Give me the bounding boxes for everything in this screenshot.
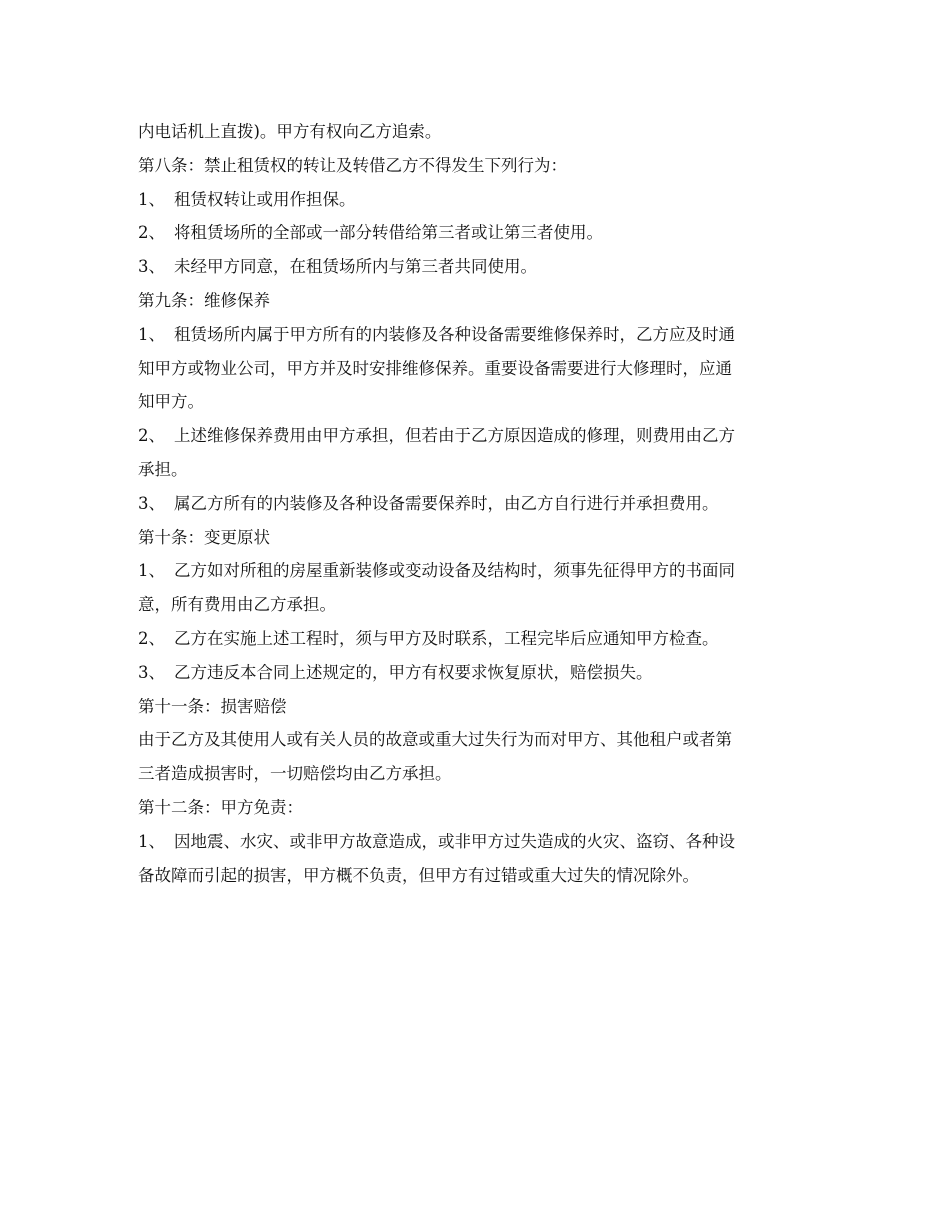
line-text: 因地震、水灾、或非甲方故意造成，或非甲方过失造成的火灾、盗窃、各种设 xyxy=(174,831,735,851)
list-item xyxy=(138,250,814,284)
item-number: 1、 xyxy=(138,831,165,851)
article-heading xyxy=(138,690,814,724)
article-heading xyxy=(138,149,814,183)
line-text: 备故障而引起的损害，甲方概不负责，但甲方有过错或重大过失的情况除外。 xyxy=(138,865,699,885)
item-number: 3、 xyxy=(138,257,165,277)
line-text: 知甲方或物业公司，甲方并及时安排维修保养。重要设备需要进行大修理时，应通 xyxy=(138,358,732,378)
text-line xyxy=(138,115,814,149)
line-text: 第九条：维修保养 xyxy=(138,290,270,310)
item-number: 2、 xyxy=(138,628,165,648)
article-heading xyxy=(138,521,814,555)
item-number: 1、 xyxy=(138,324,165,344)
article-heading xyxy=(138,791,814,825)
list-item xyxy=(138,318,814,352)
list-item xyxy=(138,487,814,521)
list-item xyxy=(138,622,814,656)
line-text: 乙方如对所租的房屋重新装修或变动设备及结构时，须事先征得甲方的书面同 xyxy=(174,561,735,581)
text-line xyxy=(138,588,814,622)
line-text: 意，所有费用由乙方承担。 xyxy=(138,595,336,615)
line-text: 乙方在实施上述工程时，须与甲方及时联系，工程完毕后应通知甲方检查。 xyxy=(174,628,719,648)
line-text: 第十一条：损害赔偿 xyxy=(138,696,287,716)
line-text: 第十二条：甲方免责： xyxy=(138,797,303,817)
line-text: 第八条：禁止租赁权的转让及转借乙方不得发生下列行为： xyxy=(138,155,567,175)
list-item xyxy=(138,183,814,217)
line-text: 三者造成损害时，一切赔偿均由乙方承担。 xyxy=(138,764,452,784)
list-item xyxy=(138,216,814,250)
item-number: 2、 xyxy=(138,223,165,243)
line-text: 由于乙方及其使用人或有关人员的故意或重大过失行为而对甲方、其他租户或者第 xyxy=(138,730,732,750)
list-item xyxy=(138,554,814,588)
line-text: 承担。 xyxy=(138,459,188,479)
line-text: 未经甲方同意，在租赁场所内与第三者共同使用。 xyxy=(174,257,537,277)
text-line xyxy=(138,453,814,487)
article-heading xyxy=(138,284,814,318)
item-number: 3、 xyxy=(138,493,165,513)
line-text: 上述维修保养费用由甲方承担，但若由于乙方原因造成的修理，则费用由乙方 xyxy=(174,426,735,446)
item-number: 1、 xyxy=(138,189,165,209)
text-line xyxy=(138,859,814,893)
document-body xyxy=(138,115,814,892)
list-item xyxy=(138,419,814,453)
list-item xyxy=(138,656,814,690)
item-number: 3、 xyxy=(138,662,165,682)
item-number: 1、 xyxy=(138,561,165,581)
text-line xyxy=(138,352,814,386)
line-text: 内电话机上直拨)。甲方有权向乙方追索。 xyxy=(138,122,442,141)
line-text: 租赁场所内属于甲方所有的内装修及各种设备需要维修保养时，乙方应及时通 xyxy=(174,324,735,344)
line-text: 乙方违反本合同上述规定的，甲方有权要求恢复原状，赔偿损失。 xyxy=(174,662,653,682)
text-line xyxy=(138,723,814,757)
line-text: 租赁权转让或用作担保。 xyxy=(174,189,356,209)
line-text: 属乙方所有的内装修及各种设备需要保养时，由乙方自行进行并承担费用。 xyxy=(174,493,719,513)
line-text: 将租赁场所的全部或一部分转借给第三者或让第三者使用。 xyxy=(174,223,603,243)
text-line xyxy=(138,385,814,419)
line-text: 第十条：变更原状 xyxy=(138,527,270,547)
list-item xyxy=(138,825,814,859)
text-line xyxy=(138,757,814,791)
item-number: 2、 xyxy=(138,426,165,446)
line-text: 知甲方。 xyxy=(138,392,204,412)
